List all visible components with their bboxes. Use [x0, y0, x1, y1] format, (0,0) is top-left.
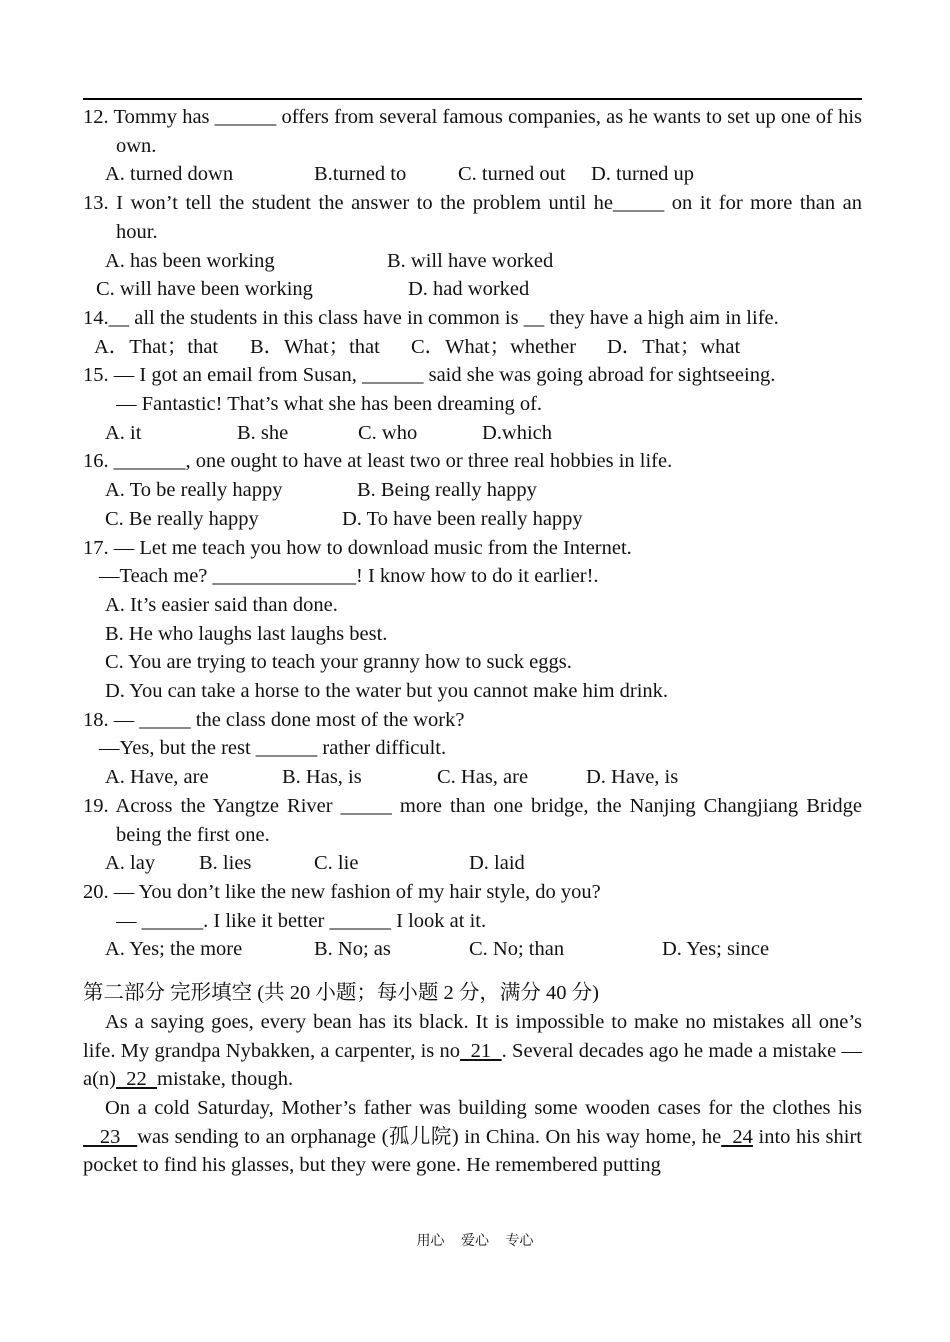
section-heading: 第二部分 完形填空 (共 20 小题；每小题 2 分，满分 40 分) — [83, 982, 599, 1005]
option-row — [83, 160, 862, 189]
blank-22: 22 — [116, 1068, 158, 1091]
option-d: D. had worked — [408, 278, 530, 301]
option-c: C. who — [358, 421, 418, 444]
option-a: A．That；that — [94, 335, 219, 358]
blank-21: 21 — [460, 1039, 502, 1062]
question-stem: 12. Tommy has ______ offers from several famous companies, as he wants to set up one of his own. — [83, 106, 862, 157]
option-a: A. To be really happy — [105, 479, 283, 502]
paragraph-text: was sending to an orphanage (孤儿院) in China. On his way home, he — [137, 1125, 722, 1148]
question-reply: — ______. I like it better ______ I look at it. — [116, 909, 487, 932]
option-row — [83, 476, 862, 505]
question-stem: 15. — I got an email from Susan, ______ said she was going abroad for sightseeing. — [83, 364, 776, 387]
question-16 — [83, 447, 862, 533]
question-19 — [83, 792, 862, 878]
cloze-paragraph-2 — [83, 1094, 862, 1180]
question-stem: 13. I won’t tell the student the answer to the problem until he_____ on it for more than an hour. — [83, 192, 862, 243]
question-18 — [83, 706, 862, 792]
paragraph-text: into his shirt pocket to find his glasses, but they were gone. He remembered putting — [83, 1125, 863, 1177]
option-row — [83, 935, 862, 964]
option-b: B. Has, is — [282, 766, 362, 789]
option-d: D. turned up — [591, 163, 695, 186]
option-d: D. laid — [469, 852, 525, 875]
question-stem: 19. Across the Yangtze River _____ more than one bridge, the Nanjing Changjiang Bridge being the first one. — [83, 794, 862, 846]
cloze-paragraph-1 — [83, 1008, 862, 1094]
option-b: B. she — [237, 421, 289, 444]
paragraph-text: . Several decades ago he made a mistake — a(n) — [83, 1039, 863, 1091]
document-body — [83, 103, 862, 1180]
option-a: A. Have, are — [105, 766, 209, 789]
option-d: D. You can take a horse to the water but you cannot make him drink. — [105, 680, 669, 703]
top-rule — [83, 98, 862, 100]
option-row — [83, 419, 862, 448]
option-row — [83, 505, 862, 534]
question-20 — [83, 878, 862, 964]
question-13 — [83, 189, 862, 304]
option-c: C．What；whether — [411, 335, 577, 358]
option-row — [83, 763, 862, 792]
question-15 — [83, 361, 862, 447]
option-b: B. will have worked — [387, 249, 554, 272]
option-d: D.which — [482, 421, 553, 444]
paragraph-text: On a cold Saturday, Mother’s father was building some wooden cases for the clothes his — [105, 1096, 862, 1119]
question-reply: — Fantastic! That’s what she has been dreaming of. — [116, 393, 543, 416]
option-b: B.turned to — [314, 163, 407, 186]
option-b: B．What；that — [250, 335, 380, 358]
option-d: D. To have been really happy — [342, 507, 583, 530]
question-stem: 18. — _____ the class done most of the work? — [83, 708, 465, 731]
option-d: D．That；what — [607, 335, 741, 358]
option-b: B. Being really happy — [357, 479, 537, 502]
option-b: B. lies — [199, 852, 252, 875]
option-c: C. Be really happy — [105, 507, 259, 530]
paragraph-text: mistake, though. — [157, 1068, 294, 1091]
question-stem: 16. _______, one ought to have at least two or three real hobbies in life. — [83, 450, 673, 473]
option-c: C. No; than — [469, 938, 565, 961]
option-d: D. Have, is — [586, 766, 679, 789]
option-a: A. It’s easier said than done. — [105, 593, 338, 616]
question-17 — [83, 534, 862, 706]
blank-23: 23 — [83, 1125, 138, 1148]
question-14 — [83, 304, 862, 361]
option-d: D. Yes; since — [662, 938, 770, 961]
option-a: A. it — [105, 421, 142, 444]
option-row — [83, 849, 862, 878]
question-stem: 14.__ all the students in this class have in common is __ they have a high aim in life. — [83, 306, 779, 329]
option-c: C. will have been working — [96, 278, 313, 301]
option-row — [83, 247, 862, 276]
page-footer: 用心 爱心 专心 — [416, 1233, 534, 1249]
question-12 — [83, 103, 862, 189]
option-row — [83, 275, 862, 304]
option-c: C. lie — [314, 852, 359, 875]
question-reply: —Teach me? ______________! I know how to do it earlier!. — [99, 565, 599, 588]
paragraph-text: As a saying goes, every bean has its black. It is impossible to make no mistakes all one’s life. My grandpa Nybakken, a carpenter, is no — [83, 1010, 862, 1062]
option-a: A. turned down — [105, 163, 234, 186]
section-cloze — [83, 979, 862, 1180]
option-c: C. Has, are — [437, 766, 529, 789]
question-stem: 20. — You don’t like the new fashion of my hair style, do you? — [83, 880, 601, 903]
option-c: C. You are trying to teach your granny how to suck eggs. — [105, 651, 572, 674]
option-row — [83, 333, 862, 362]
question-reply: —Yes, but the rest ______ rather difficult. — [99, 737, 447, 760]
question-stem: 17. — Let me teach you how to download music from the Internet. — [83, 536, 632, 559]
option-b: B. No; as — [314, 938, 391, 961]
option-c: C. turned out — [458, 163, 566, 186]
option-a: A. Yes; the more — [105, 938, 243, 961]
option-a: A. has been working — [105, 249, 275, 272]
blank-24: 24 — [721, 1125, 753, 1148]
option-b: B. He who laughs last laughs best. — [105, 622, 388, 645]
option-a: A. lay — [105, 852, 156, 875]
